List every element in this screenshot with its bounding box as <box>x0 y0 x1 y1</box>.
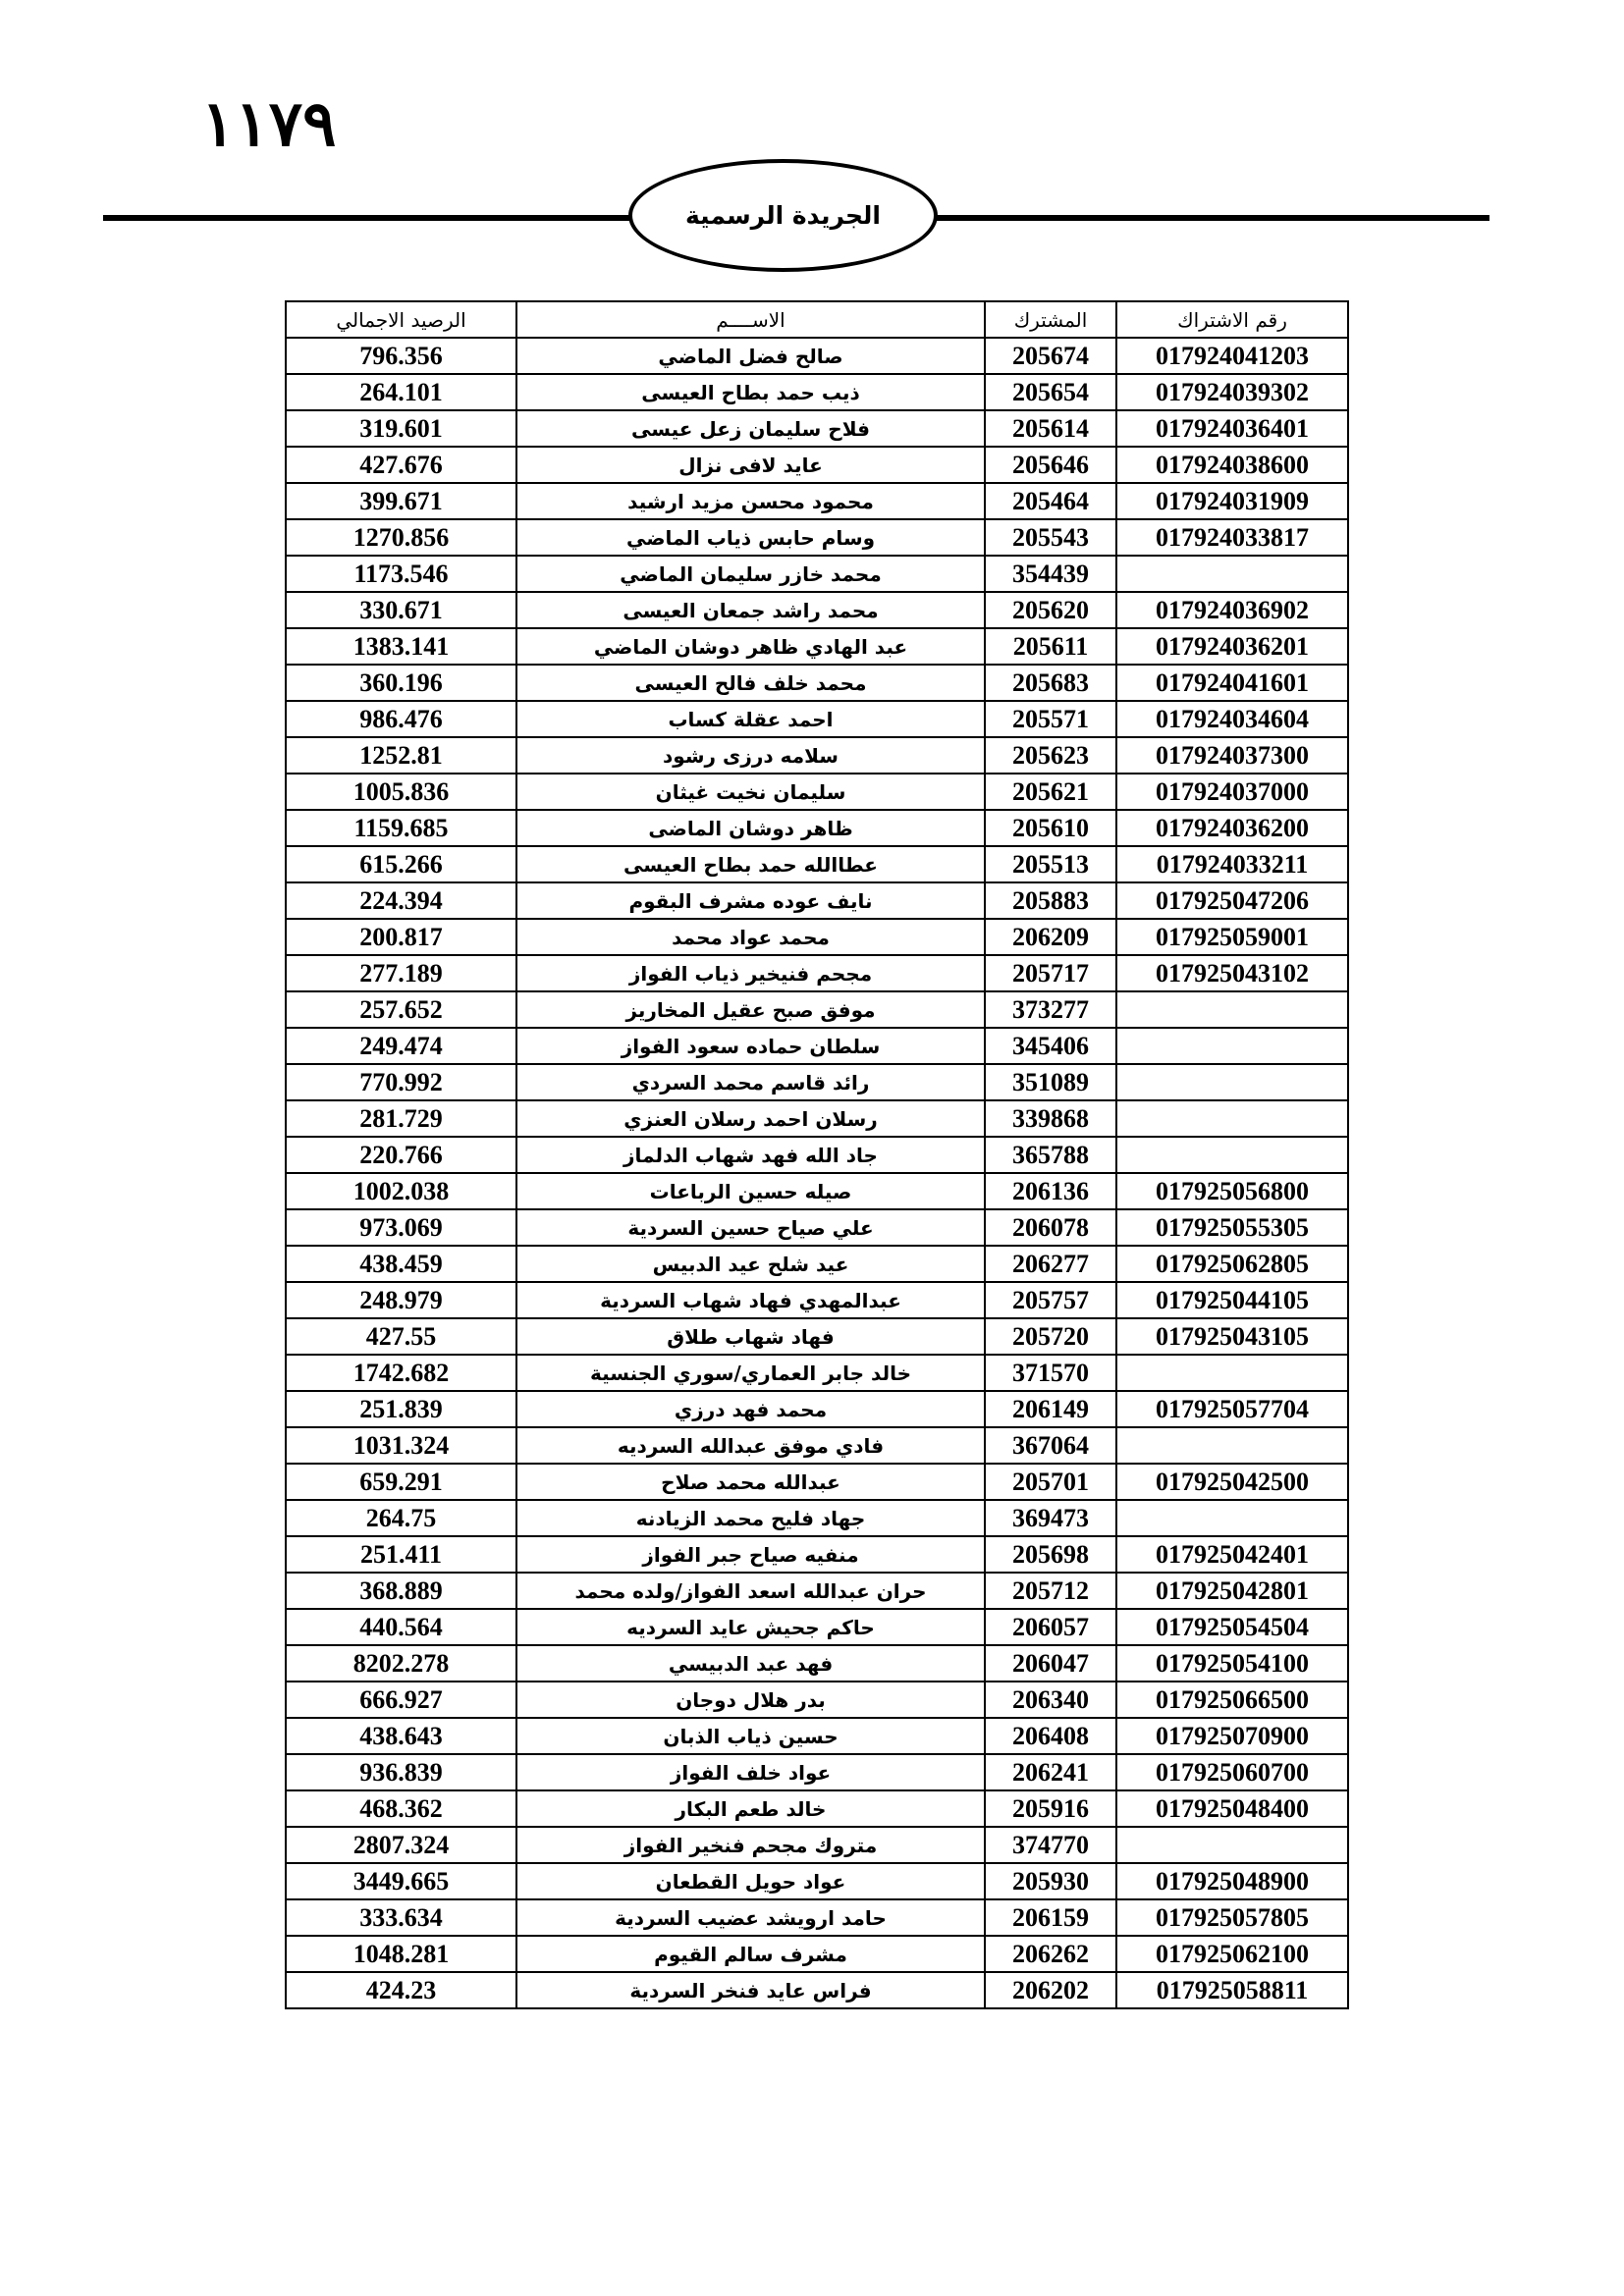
cell-subscription-number: 017925057704 <box>1116 1391 1348 1427</box>
cell-subscriber: 205543 <box>985 519 1116 556</box>
cell-subscription-number <box>1116 1100 1348 1137</box>
cell-subscriber: 205620 <box>985 592 1116 628</box>
cell-name: فادي موفق عبدالله السرديه <box>516 1427 985 1464</box>
cell-name: موفق صبح عقيل المخاريز <box>516 991 985 1028</box>
cell-subscriber: 205571 <box>985 701 1116 737</box>
cell-subscription-number: 017924037000 <box>1116 774 1348 810</box>
cell-name: فلاح سليمان زعل عيسى <box>516 410 985 447</box>
cell-name: عايد لافى نزال <box>516 447 985 483</box>
cell-total-balance: 1173.546 <box>286 556 516 592</box>
table-header-row <box>286 301 1348 338</box>
table-row <box>286 1500 1348 1536</box>
cell-name: ظاهر دوشان الماضى <box>516 810 985 846</box>
cell-name: جهاد فليح محمد الزيادنه <box>516 1500 985 1536</box>
header-total-balance: الرصيد الاجمالي <box>286 301 516 338</box>
table-row <box>286 1972 1348 2008</box>
cell-total-balance: 281.729 <box>286 1100 516 1137</box>
cell-total-balance: 1005.836 <box>286 774 516 810</box>
cell-name: عواد حويل القطعان <box>516 1863 985 1899</box>
cell-total-balance: 1270.856 <box>286 519 516 556</box>
cell-subscriber: 339868 <box>985 1100 1116 1137</box>
cell-name: سليمان نخيت غيثان <box>516 774 985 810</box>
cell-subscription-number: 017925043105 <box>1116 1318 1348 1355</box>
cell-name: نايف عوده مشرف البقوم <box>516 882 985 919</box>
gazette-header-oval <box>628 159 938 272</box>
cell-subscription-number: 017924038600 <box>1116 447 1348 483</box>
cell-subscriber: 205611 <box>985 628 1116 665</box>
cell-name: محمد عواد محمد <box>516 919 985 955</box>
cell-total-balance: 251.411 <box>286 1536 516 1573</box>
cell-subscriber: 205683 <box>985 665 1116 701</box>
table-row <box>286 338 1348 374</box>
cell-total-balance: 1031.324 <box>286 1427 516 1464</box>
table-row <box>286 1790 1348 1827</box>
cell-name: صيله حسين الرباعات <box>516 1173 985 1209</box>
cell-subscriber: 205610 <box>985 810 1116 846</box>
cell-name: علي صياح حسين السردية <box>516 1209 985 1246</box>
cell-subscription-number: 017925047206 <box>1116 882 1348 919</box>
cell-name: عبد الهادي ظاهر دوشان الماضي <box>516 628 985 665</box>
table-row <box>286 1536 1348 1573</box>
cell-total-balance: 248.979 <box>286 1282 516 1318</box>
cell-name: عبدالمهدي فهاد شهاب السردية <box>516 1282 985 1318</box>
cell-subscription-number <box>1116 1355 1348 1391</box>
table-row <box>286 1609 1348 1645</box>
table-body <box>286 338 1348 2008</box>
cell-name: عبدالله محمد صلاح <box>516 1464 985 1500</box>
cell-name: محمد فهد درزي <box>516 1391 985 1427</box>
cell-total-balance: 1159.685 <box>286 810 516 846</box>
cell-total-balance: 251.839 <box>286 1391 516 1427</box>
cell-name: حران عبدالله اسعد الفواز/ولده محمد <box>516 1573 985 1609</box>
cell-subscription-number: 017925042401 <box>1116 1536 1348 1573</box>
cell-total-balance: 257.652 <box>286 991 516 1028</box>
cell-subscriber: 205646 <box>985 447 1116 483</box>
table-row <box>286 1028 1348 1064</box>
cell-total-balance: 986.476 <box>286 701 516 737</box>
cell-subscription-number: 017925066500 <box>1116 1682 1348 1718</box>
cell-subscriber: 206057 <box>985 1609 1116 1645</box>
table-row <box>286 846 1348 882</box>
cell-subscriber: 354439 <box>985 556 1116 592</box>
cell-name: منفيه صياح جبر الفواز <box>516 1536 985 1573</box>
cell-subscription-number: 017925055305 <box>1116 1209 1348 1246</box>
cell-subscription-number: 017924036200 <box>1116 810 1348 846</box>
table-row <box>286 882 1348 919</box>
cell-subscription-number: 017925048400 <box>1116 1790 1348 1827</box>
table-row <box>286 556 1348 592</box>
table-row <box>286 410 1348 447</box>
table-row <box>286 628 1348 665</box>
table-row <box>286 1391 1348 1427</box>
cell-name: رسلان احمد رسلان العنزي <box>516 1100 985 1137</box>
cell-subscription-number: 017924036902 <box>1116 592 1348 628</box>
cell-subscriber: 345406 <box>985 1028 1116 1064</box>
cell-subscriber: 205654 <box>985 374 1116 410</box>
cell-total-balance: 249.474 <box>286 1028 516 1064</box>
cell-subscription-number: 017925057805 <box>1116 1899 1348 1936</box>
cell-subscription-number: 017924031909 <box>1116 483 1348 519</box>
table-row <box>286 1137 1348 1173</box>
cell-total-balance: 319.601 <box>286 410 516 447</box>
cell-subscriber: 371570 <box>985 1355 1116 1391</box>
cell-subscriber: 206277 <box>985 1246 1116 1282</box>
table-row <box>286 1427 1348 1464</box>
cell-total-balance: 1742.682 <box>286 1355 516 1391</box>
cell-name: سلطان حماده سعود الفواز <box>516 1028 985 1064</box>
cell-subscriber: 205757 <box>985 1282 1116 1318</box>
cell-subscriber: 206149 <box>985 1391 1116 1427</box>
table-row <box>286 737 1348 774</box>
cell-total-balance: 440.564 <box>286 1609 516 1645</box>
cell-subscription-number: 017925043102 <box>1116 955 1348 991</box>
cell-subscription-number: 017924041203 <box>1116 338 1348 374</box>
cell-name: فهد عبد الدبيسي <box>516 1645 985 1682</box>
cell-subscriber: 206078 <box>985 1209 1116 1246</box>
table-row <box>286 1863 1348 1899</box>
cell-subscription-number: 017924034604 <box>1116 701 1348 737</box>
table-row <box>286 1718 1348 1754</box>
cell-subscription-number: 017924033211 <box>1116 846 1348 882</box>
cell-subscriber: 205930 <box>985 1863 1116 1899</box>
cell-subscriber: 369473 <box>985 1500 1116 1536</box>
cell-name: محمد راشد جمعان العيسى <box>516 592 985 628</box>
gazette-title: الجريدة الرسمية <box>684 201 882 230</box>
cell-subscription-number: 017925062100 <box>1116 1936 1348 1972</box>
cell-total-balance: 224.394 <box>286 882 516 919</box>
cell-total-balance: 1002.038 <box>286 1173 516 1209</box>
cell-name: محمد خلف فالح العيسى <box>516 665 985 701</box>
header-subscription-number: رقم الاشتراك <box>1116 301 1348 338</box>
cell-name: مشرف سالم القيوم <box>516 1936 985 1972</box>
cell-name: عواد خلف الفواز <box>516 1754 985 1790</box>
table-row <box>286 1645 1348 1682</box>
cell-subscription-number: 017924036201 <box>1116 628 1348 665</box>
cell-subscription-number <box>1116 1827 1348 1863</box>
cell-subscriber: 205674 <box>985 338 1116 374</box>
cell-subscriber: 206408 <box>985 1718 1116 1754</box>
table-row <box>286 810 1348 846</box>
table-row <box>286 1682 1348 1718</box>
page-number: ١١٧٩ <box>201 87 337 161</box>
cell-total-balance: 333.634 <box>286 1899 516 1936</box>
cell-name: حامد ارويشد عضيب السردية <box>516 1899 985 1936</box>
cell-subscription-number: 017925054100 <box>1116 1645 1348 1682</box>
cell-name: عيد شلح عيد الدبيس <box>516 1246 985 1282</box>
cell-subscription-number: 017925042500 <box>1116 1464 1348 1500</box>
cell-subscriber: 205883 <box>985 882 1116 919</box>
cell-subscription-number <box>1116 1137 1348 1173</box>
cell-total-balance: 424.23 <box>286 1972 516 2008</box>
table-row <box>286 1936 1348 1972</box>
cell-total-balance: 427.676 <box>286 447 516 483</box>
cell-subscription-number: 017925058811 <box>1116 1972 1348 2008</box>
cell-total-balance: 277.189 <box>286 955 516 991</box>
cell-name: محمود محسن مزيد ارشيد <box>516 483 985 519</box>
table-row <box>286 955 1348 991</box>
cell-subscriber: 205698 <box>985 1536 1116 1573</box>
cell-total-balance: 200.817 <box>286 919 516 955</box>
cell-subscription-number: 017925060700 <box>1116 1754 1348 1790</box>
header-name: الاســــم <box>516 301 985 338</box>
cell-name: بدر هلال دوجان <box>516 1682 985 1718</box>
cell-subscription-number: 017924036401 <box>1116 410 1348 447</box>
cell-name: ذيب حمد بطاح العيسى <box>516 374 985 410</box>
cell-subscription-number <box>1116 1028 1348 1064</box>
header-subscriber: المشترك <box>985 301 1116 338</box>
cell-subscriber: 205614 <box>985 410 1116 447</box>
cell-subscription-number: 017925054504 <box>1116 1609 1348 1645</box>
cell-subscriber: 205717 <box>985 955 1116 991</box>
cell-subscriber: 205720 <box>985 1318 1116 1355</box>
table-row <box>286 1209 1348 1246</box>
cell-subscriber: 205621 <box>985 774 1116 810</box>
cell-subscription-number: 017924033817 <box>1116 519 1348 556</box>
cell-total-balance: 3449.665 <box>286 1863 516 1899</box>
table-row <box>286 1573 1348 1609</box>
cell-total-balance: 438.643 <box>286 1718 516 1754</box>
table-row <box>286 1064 1348 1100</box>
table-row <box>286 483 1348 519</box>
cell-total-balance: 264.101 <box>286 374 516 410</box>
cell-total-balance: 2807.324 <box>286 1827 516 1863</box>
cell-name: متروك مجحم فنخير الفواز <box>516 1827 985 1863</box>
cell-total-balance: 659.291 <box>286 1464 516 1500</box>
table-row <box>286 665 1348 701</box>
cell-subscription-number: 017925070900 <box>1116 1718 1348 1754</box>
table-row <box>286 1827 1348 1863</box>
table-row <box>286 519 1348 556</box>
cell-subscriber: 205623 <box>985 737 1116 774</box>
cell-subscriber: 205701 <box>985 1464 1116 1500</box>
cell-name: محمد خازر سليمان الماضي <box>516 556 985 592</box>
cell-total-balance: 615.266 <box>286 846 516 882</box>
table-row <box>286 774 1348 810</box>
cell-subscriber: 206209 <box>985 919 1116 955</box>
cell-total-balance: 330.671 <box>286 592 516 628</box>
cell-name: مجحم فنيخير ذياب الفواز <box>516 955 985 991</box>
cell-subscription-number <box>1116 991 1348 1028</box>
cell-subscriber: 351089 <box>985 1064 1116 1100</box>
cell-total-balance: 264.75 <box>286 1500 516 1536</box>
cell-name: حاكم جحيش عايد السرديه <box>516 1609 985 1645</box>
cell-name: حسين ذياب الذبان <box>516 1718 985 1754</box>
cell-name: فراس عايد فنخر السردية <box>516 1972 985 2008</box>
cell-name: سلامه درزى رشود <box>516 737 985 774</box>
subscribers-table <box>285 300 1349 2009</box>
table-row <box>286 592 1348 628</box>
cell-name: عطاالله حمد بطاح العيسى <box>516 846 985 882</box>
cell-subscription-number: 017924041601 <box>1116 665 1348 701</box>
cell-total-balance: 399.671 <box>286 483 516 519</box>
cell-subscription-number: 017925059001 <box>1116 919 1348 955</box>
cell-subscriber: 365788 <box>985 1137 1116 1173</box>
cell-total-balance: 1048.281 <box>286 1936 516 1972</box>
cell-total-balance: 796.356 <box>286 338 516 374</box>
cell-name: فهاد شهاب طلاق <box>516 1318 985 1355</box>
table-row <box>286 1899 1348 1936</box>
table-row <box>286 1318 1348 1355</box>
cell-name: رائد قاسم محمد السردي <box>516 1064 985 1100</box>
cell-subscriber: 205712 <box>985 1573 1116 1609</box>
cell-total-balance: 360.196 <box>286 665 516 701</box>
cell-total-balance: 468.362 <box>286 1790 516 1827</box>
cell-subscription-number <box>1116 1064 1348 1100</box>
cell-name: خالد طعم البكار <box>516 1790 985 1827</box>
cell-subscriber: 206159 <box>985 1899 1116 1936</box>
cell-total-balance: 427.55 <box>286 1318 516 1355</box>
table-row <box>286 1100 1348 1137</box>
table-row <box>286 1246 1348 1282</box>
cell-name: جاد الله فهد شهاب الدلماز <box>516 1137 985 1173</box>
cell-subscriber: 206262 <box>985 1936 1116 1972</box>
cell-total-balance: 1252.81 <box>286 737 516 774</box>
cell-subscriber: 206202 <box>985 1972 1116 2008</box>
cell-name: صالح فضل الماضي <box>516 338 985 374</box>
cell-name: خالد جابر العماري/سوري الجنسية <box>516 1355 985 1391</box>
cell-total-balance: 220.766 <box>286 1137 516 1173</box>
cell-subscription-number <box>1116 1500 1348 1536</box>
cell-name: احمد عقلة كساب <box>516 701 985 737</box>
cell-total-balance: 8202.278 <box>286 1645 516 1682</box>
cell-subscription-number <box>1116 556 1348 592</box>
cell-total-balance: 973.069 <box>286 1209 516 1246</box>
cell-subscriber: 373277 <box>985 991 1116 1028</box>
table-row <box>286 919 1348 955</box>
cell-total-balance: 770.992 <box>286 1064 516 1100</box>
table-row <box>286 447 1348 483</box>
cell-subscriber: 206340 <box>985 1682 1116 1718</box>
cell-subscription-number: 017925062805 <box>1116 1246 1348 1282</box>
table-row <box>286 1282 1348 1318</box>
cell-subscriber: 374770 <box>985 1827 1116 1863</box>
cell-subscriber: 206136 <box>985 1173 1116 1209</box>
cell-total-balance: 368.889 <box>286 1573 516 1609</box>
cell-subscriber: 206047 <box>985 1645 1116 1682</box>
cell-subscriber: 205513 <box>985 846 1116 882</box>
cell-subscriber: 205916 <box>985 1790 1116 1827</box>
cell-subscription-number: 017925048900 <box>1116 1863 1348 1899</box>
table-row <box>286 1754 1348 1790</box>
cell-name: وسام حابس ذياب الماضي <box>516 519 985 556</box>
cell-subscription-number: 017925056800 <box>1116 1173 1348 1209</box>
table-row <box>286 701 1348 737</box>
cell-subscriber: 205464 <box>985 483 1116 519</box>
cell-subscription-number: 017925042801 <box>1116 1573 1348 1609</box>
cell-subscription-number: 017924039302 <box>1116 374 1348 410</box>
cell-subscription-number: 017924037300 <box>1116 737 1348 774</box>
cell-subscriber: 367064 <box>985 1427 1116 1464</box>
table-row <box>286 991 1348 1028</box>
cell-total-balance: 666.927 <box>286 1682 516 1718</box>
table-row <box>286 374 1348 410</box>
table-row <box>286 1355 1348 1391</box>
table-row <box>286 1464 1348 1500</box>
cell-total-balance: 438.459 <box>286 1246 516 1282</box>
cell-subscriber: 206241 <box>985 1754 1116 1790</box>
cell-subscription-number <box>1116 1427 1348 1464</box>
cell-total-balance: 1383.141 <box>286 628 516 665</box>
cell-subscription-number: 017925044105 <box>1116 1282 1348 1318</box>
cell-total-balance: 936.839 <box>286 1754 516 1790</box>
table-row <box>286 1173 1348 1209</box>
